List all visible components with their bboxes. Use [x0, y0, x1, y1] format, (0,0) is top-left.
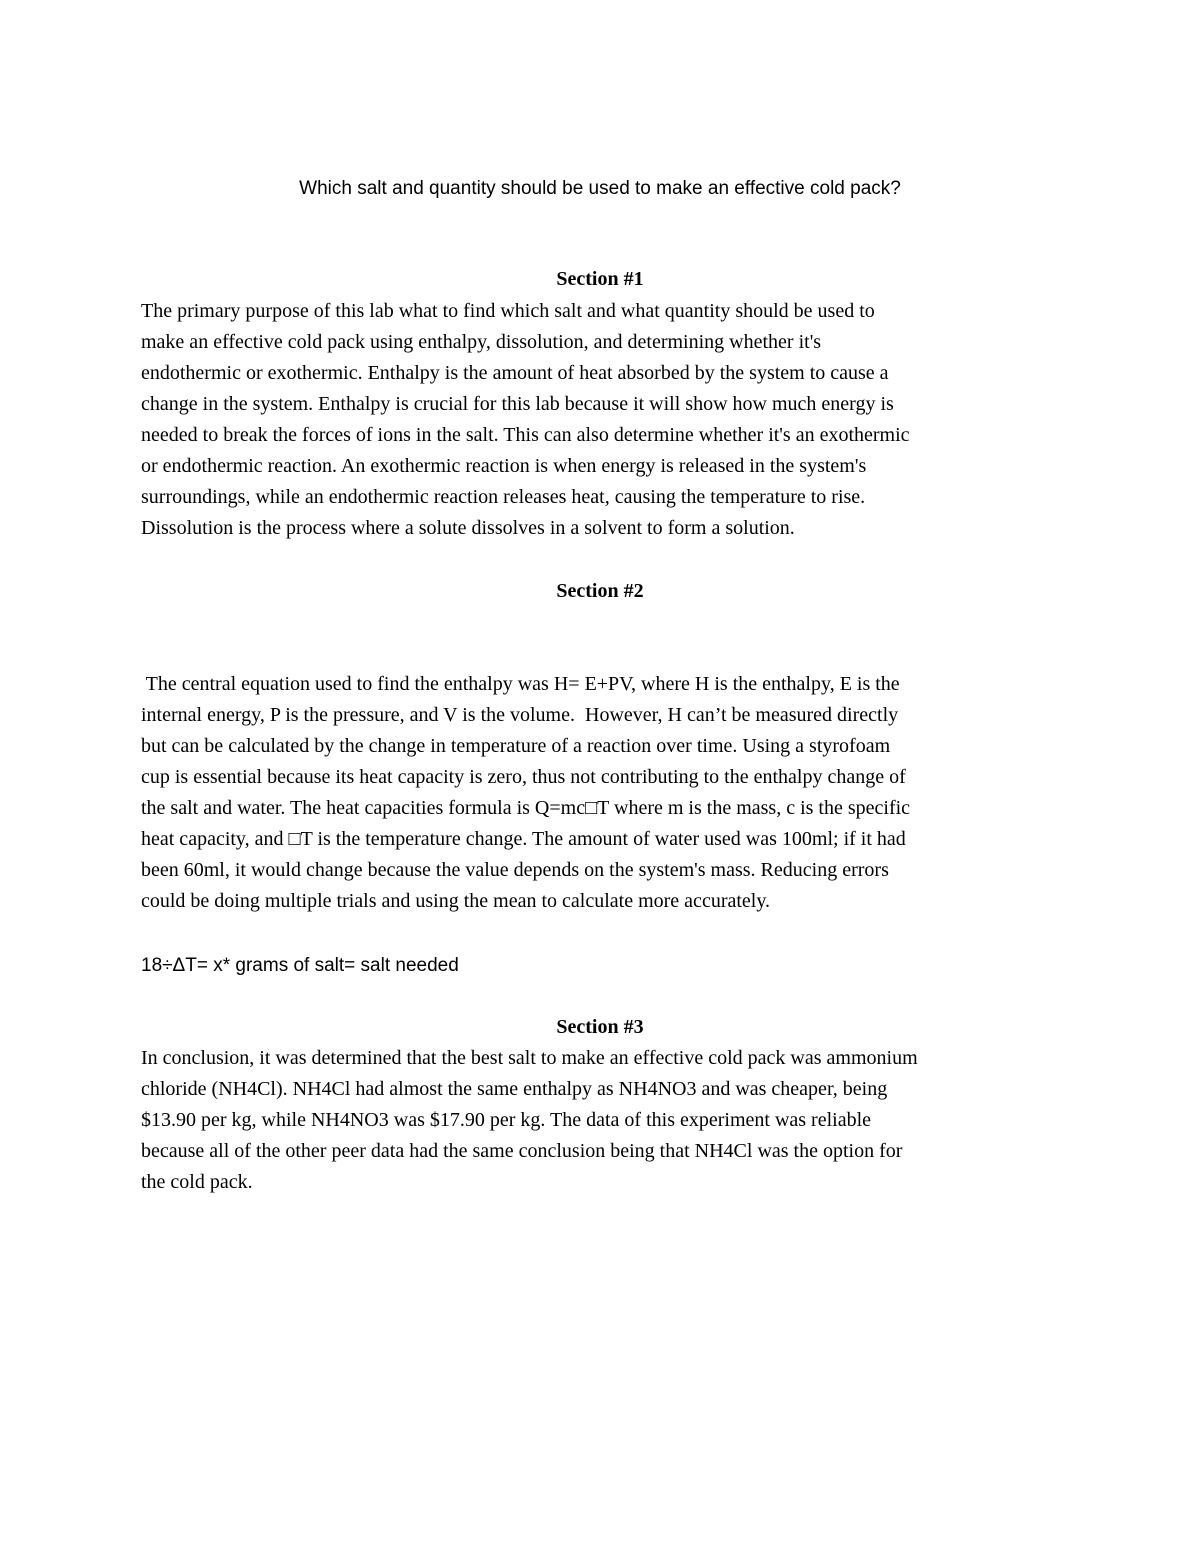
paragraph-line: but can be calculated by the change in temperature of a reaction over time. Using a styrofoam: [141, 735, 891, 757]
section-3-paragraph: [141, 1043, 1066, 1198]
paragraph-line: internal energy, P is the pressure, and V is the volume. However, H can’t be measured directly: [141, 704, 899, 726]
paragraph-line: surroundings, while an endothermic reaction releases heat, causing the temperature to rise.: [141, 486, 866, 508]
paragraph-line: the cold pack.: [141, 1171, 253, 1193]
paragraph-line: been 60ml, it would change because the value depends on the system's mass. Reducing errors: [141, 859, 889, 881]
paragraph-line: The central equation used to find the enthalpy was H= E+PV, where H is the enthalpy, E is the: [141, 673, 900, 695]
paragraph-line: the salt and water. The heat capacities formula is Q=mc□T where m is the mass, c is the specific: [141, 797, 911, 819]
section-3-heading: Section #3: [556, 1016, 644, 1038]
section-2-heading: Section #2: [556, 580, 644, 602]
section-1-heading: Section #1: [556, 268, 644, 290]
paragraph-line: In conclusion, it was determined that the best salt to make an effective cold pack was ammonium: [141, 1047, 918, 1069]
salt-formula: 18÷ΔT= x* grams of salt= salt needed: [141, 955, 459, 976]
paragraph-line: could be doing multiple trials and using the mean to calculate more accurately.: [141, 890, 771, 912]
paragraph-line: cup is essential because its heat capacity is zero, thus not contributing to the enthalpy change of: [141, 766, 906, 788]
paragraph-line: or endothermic reaction. An exothermic reaction is when energy is released in the system's: [141, 455, 867, 477]
paragraph-line: change in the system. Enthalpy is crucial for this lab because it will show how much energy is: [141, 393, 894, 415]
paragraph-line: make an effective cold pack using enthalpy, dissolution, and determining whether it's: [141, 331, 822, 353]
paragraph-line: $13.90 per kg, while NH4NO3 was $17.90 per kg. The data of this experiment was reliable: [141, 1109, 872, 1131]
paragraph-line: Dissolution is the process where a solute dissolves in a solvent to form a solution.: [141, 517, 795, 539]
paragraph-line: needed to break the forces of ions in the salt. This can also determine whether it's an exothermic: [141, 424, 910, 446]
paragraph-line: The primary purpose of this lab what to find which salt and what quantity should be used to: [141, 300, 875, 322]
section-1-paragraph: [141, 296, 1066, 544]
section-2-paragraph: [141, 669, 1066, 917]
document-title: Which salt and quantity should be used to make an effective cold pack?: [299, 178, 901, 199]
paragraph-line: chloride (NH4Cl). NH4Cl had almost the same enthalpy as NH4NO3 and was cheaper, being: [141, 1078, 888, 1100]
paragraph-line: endothermic or exothermic. Enthalpy is the amount of heat absorbed by the system to cause a: [141, 362, 889, 384]
paragraph-line: heat capacity, and □T is the temperature change. The amount of water used was 100ml; if it had: [141, 828, 906, 850]
paragraph-line: because all of the other peer data had the same conclusion being that NH4Cl was the option for: [141, 1140, 903, 1162]
